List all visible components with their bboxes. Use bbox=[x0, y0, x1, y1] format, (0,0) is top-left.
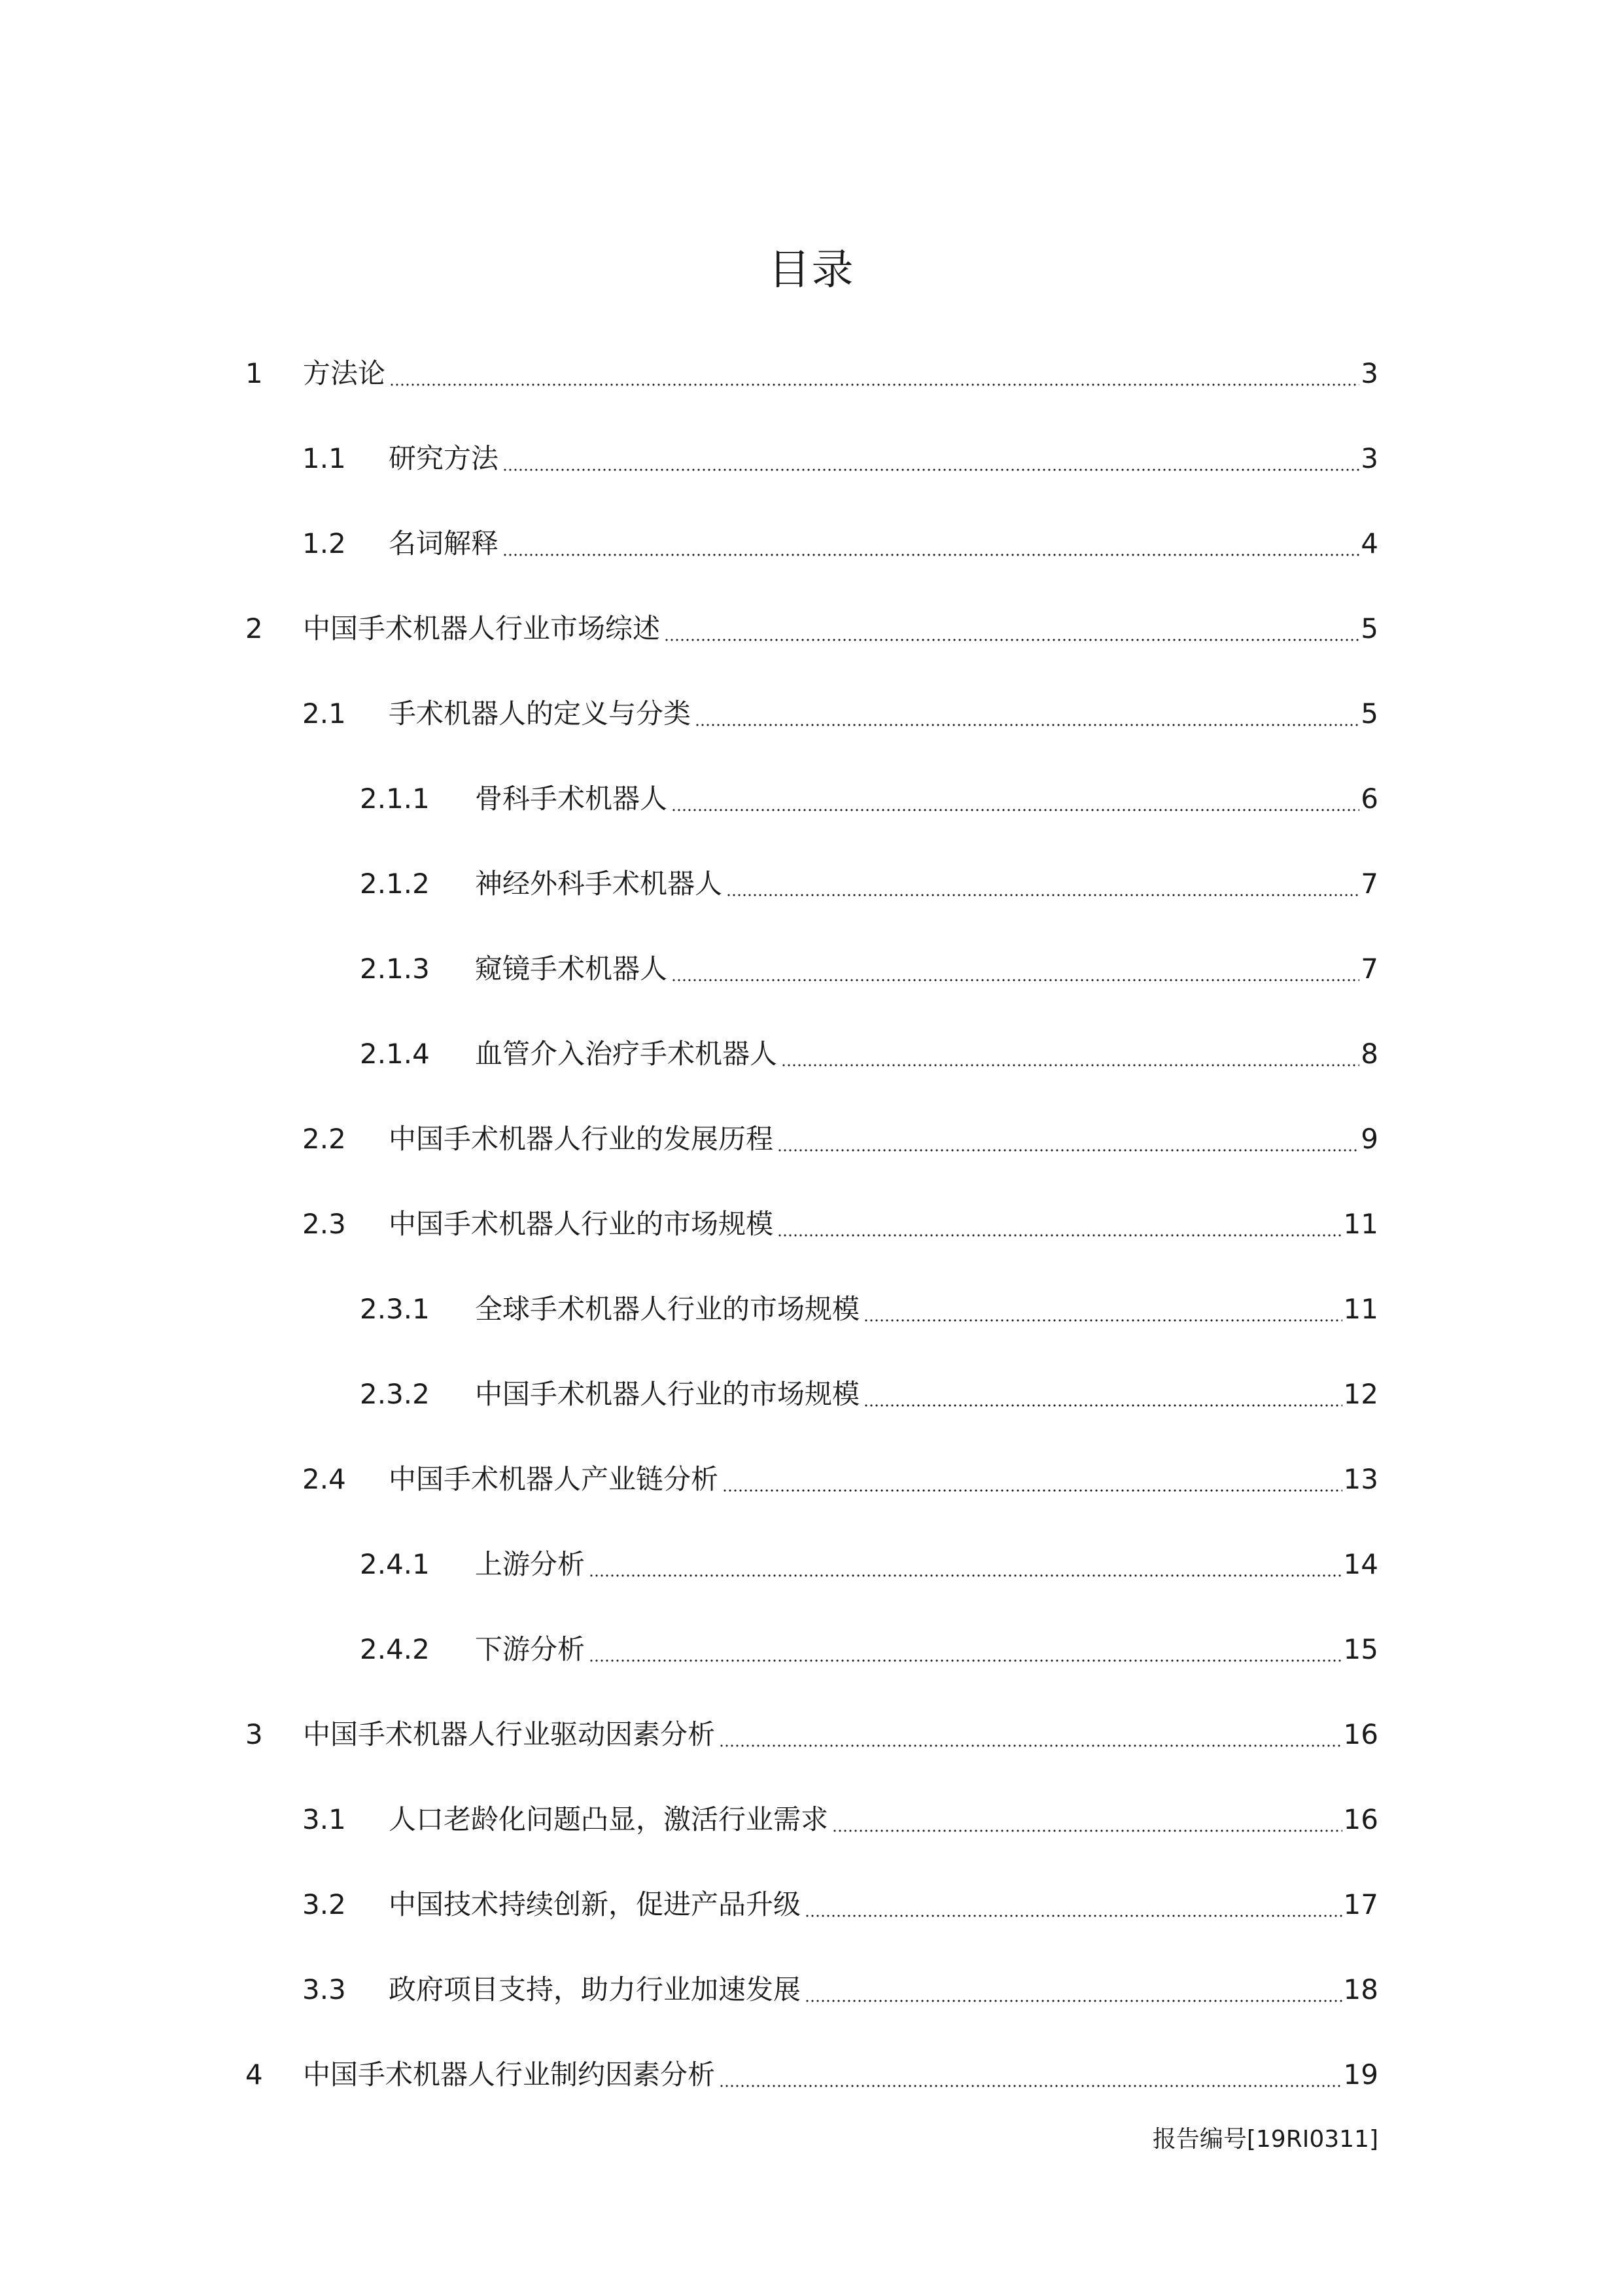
toc-entry-number: 2.1.1 bbox=[360, 783, 430, 815]
toc-entry-number: 1.2 bbox=[302, 527, 346, 559]
toc-dot-leader bbox=[864, 1378, 1342, 1411]
toc-entry-2-1-3[interactable] bbox=[0, 927, 1623, 1012]
toc-entry-page: 17 bbox=[1343, 1888, 1378, 1920]
toc-entry-page: 7 bbox=[1361, 868, 1378, 900]
toc-dot-leader bbox=[805, 1888, 1342, 1921]
toc-entry-number: 2.1.2 bbox=[360, 868, 430, 900]
toc-entry-page: 5 bbox=[1361, 698, 1378, 730]
table-of-contents bbox=[0, 331, 1623, 2117]
toc-entry-page: 11 bbox=[1343, 1293, 1378, 1325]
toc-entry-page: 3 bbox=[1361, 442, 1378, 474]
toc-dot-leader bbox=[389, 357, 1359, 390]
toc-entry-title: 全球手术机器人行业的市场规模 bbox=[475, 1293, 860, 1325]
toc-entry-number: 1 bbox=[245, 357, 263, 389]
toc-entry-title: 中国手术机器人产业链分析 bbox=[389, 1463, 719, 1495]
toc-entry-1-1[interactable] bbox=[0, 416, 1623, 501]
toc-dot-leader bbox=[719, 1718, 1342, 1751]
toc-entry-1-2[interactable] bbox=[0, 501, 1623, 586]
toc-entry-number: 2.4.1 bbox=[360, 1548, 430, 1580]
toc-entry-number: 2.3.1 bbox=[360, 1293, 430, 1325]
toc-entry-page: 14 bbox=[1343, 1548, 1378, 1580]
toc-entry-page: 19 bbox=[1343, 2058, 1378, 2091]
toc-entry-number: 2.1.3 bbox=[360, 953, 430, 985]
toc-dot-leader bbox=[864, 1293, 1342, 1326]
toc-entry-page: 11 bbox=[1343, 1208, 1378, 1240]
toc-entry-number: 2.4 bbox=[302, 1463, 346, 1495]
toc-entry-2-1-2[interactable] bbox=[0, 841, 1623, 927]
toc-entry-3-2[interactable] bbox=[0, 1862, 1623, 1947]
toc-entry-1[interactable] bbox=[0, 331, 1623, 416]
toc-entry-number: 4 bbox=[245, 2058, 263, 2091]
toc-entry-2-3-2[interactable] bbox=[0, 1352, 1623, 1437]
toc-entry-page: 15 bbox=[1343, 1633, 1378, 1665]
toc-entry-page: 7 bbox=[1361, 953, 1378, 985]
toc-entry-page: 6 bbox=[1361, 783, 1378, 815]
toc-entry-title: 方法论 bbox=[303, 357, 386, 389]
toc-dot-leader bbox=[671, 783, 1359, 815]
toc-dot-leader bbox=[502, 527, 1359, 560]
toc-entry-page: 16 bbox=[1343, 1718, 1378, 1750]
toc-dot-leader bbox=[722, 1463, 1342, 1496]
toc-entry-2-3[interactable] bbox=[0, 1182, 1623, 1267]
toc-entry-number: 2.1 bbox=[302, 698, 346, 730]
toc-entry-title: 中国手术机器人行业驱动因素分析 bbox=[303, 1718, 716, 1750]
toc-entry-2-1-1[interactable] bbox=[0, 756, 1623, 841]
toc-entry-4[interactable] bbox=[0, 2032, 1623, 2117]
toc-entry-title: 人口老龄化问题凸显，激活行业需求 bbox=[389, 1803, 829, 1835]
page-title: 目录 bbox=[768, 246, 855, 294]
toc-entry-title: 中国技术持续创新，促进产品升级 bbox=[389, 1888, 801, 1920]
toc-entry-title: 中国手术机器人行业的发展历程 bbox=[389, 1123, 774, 1155]
toc-entry-title: 血管介入治疗手术机器人 bbox=[475, 1038, 778, 1070]
toc-entry-3-1[interactable] bbox=[0, 1777, 1623, 1862]
toc-entry-title: 下游分析 bbox=[475, 1633, 585, 1665]
toc-entry-2-1-4[interactable] bbox=[0, 1012, 1623, 1097]
toc-entry-title: 中国手术机器人行业的市场规模 bbox=[389, 1208, 774, 1240]
toc-entry-page: 3 bbox=[1361, 357, 1378, 389]
toc-entry-page: 4 bbox=[1361, 527, 1378, 559]
toc-entry-page: 8 bbox=[1361, 1038, 1378, 1070]
toc-entry-3[interactable] bbox=[0, 1692, 1623, 1777]
toc-dot-leader bbox=[502, 442, 1359, 475]
toc-entry-number: 2.2 bbox=[302, 1123, 346, 1155]
toc-entry-2[interactable] bbox=[0, 586, 1623, 671]
toc-entry-title: 上游分析 bbox=[475, 1548, 585, 1580]
toc-dot-leader bbox=[664, 612, 1359, 645]
toc-entry-title: 窥镜手术机器人 bbox=[475, 953, 668, 985]
toc-entry-title: 中国手术机器人行业制约因素分析 bbox=[303, 2058, 716, 2091]
toc-dot-leader bbox=[777, 1208, 1342, 1241]
toc-entry-title: 政府项目支持，助力行业加速发展 bbox=[389, 1973, 801, 2005]
toc-entry-number: 1.1 bbox=[302, 442, 346, 474]
toc-entry-title: 骨科手术机器人 bbox=[475, 783, 668, 815]
toc-entry-number: 3.2 bbox=[302, 1888, 346, 1920]
toc-entry-page: 16 bbox=[1343, 1803, 1378, 1835]
toc-dot-leader bbox=[589, 1633, 1342, 1666]
toc-dot-leader bbox=[671, 953, 1359, 985]
toc-entry-2-3-1[interactable] bbox=[0, 1267, 1623, 1352]
toc-entry-title: 中国手术机器人行业市场综述 bbox=[303, 612, 661, 645]
toc-entry-title: 手术机器人的定义与分类 bbox=[389, 698, 691, 730]
toc-entry-page: 9 bbox=[1361, 1123, 1378, 1155]
toc-dot-leader bbox=[695, 698, 1359, 730]
toc-dot-leader bbox=[719, 2058, 1342, 2091]
toc-entry-number: 2 bbox=[245, 612, 263, 645]
toc-entry-number: 3.3 bbox=[302, 1973, 346, 2005]
toc-entry-number: 3 bbox=[245, 1718, 263, 1750]
toc-dot-leader bbox=[726, 868, 1359, 900]
toc-entry-2-2[interactable] bbox=[0, 1097, 1623, 1182]
toc-entry-number: 2.4.2 bbox=[360, 1633, 430, 1665]
toc-entry-page: 12 bbox=[1343, 1378, 1378, 1410]
toc-entry-2-4-2[interactable] bbox=[0, 1607, 1623, 1692]
toc-entry-2-4[interactable] bbox=[0, 1437, 1623, 1522]
toc-dot-leader bbox=[781, 1038, 1359, 1070]
toc-entry-3-3[interactable] bbox=[0, 1947, 1623, 2032]
toc-entry-number: 2.3 bbox=[302, 1208, 346, 1240]
toc-dot-leader bbox=[589, 1548, 1342, 1581]
toc-entry-2-1[interactable] bbox=[0, 671, 1623, 756]
toc-entry-title: 中国手术机器人行业的市场规模 bbox=[475, 1378, 860, 1410]
report-code: 报告编号[19RI0311] bbox=[1152, 2126, 1378, 2153]
toc-dot-leader bbox=[832, 1803, 1342, 1836]
toc-entry-page: 18 bbox=[1343, 1973, 1378, 2005]
toc-entry-page: 13 bbox=[1343, 1463, 1378, 1495]
toc-entry-title: 神经外科手术机器人 bbox=[475, 868, 723, 900]
toc-entry-page: 5 bbox=[1361, 612, 1378, 645]
toc-entry-2-4-1[interactable] bbox=[0, 1522, 1623, 1607]
toc-entry-number: 2.3.2 bbox=[360, 1378, 430, 1410]
toc-entry-title: 研究方法 bbox=[389, 442, 499, 474]
toc-entry-number: 3.1 bbox=[302, 1803, 346, 1835]
toc-entry-title: 名词解释 bbox=[389, 527, 499, 559]
toc-dot-leader bbox=[777, 1123, 1359, 1156]
toc-entry-number: 2.1.4 bbox=[360, 1038, 430, 1070]
toc-dot-leader bbox=[805, 1973, 1342, 2006]
